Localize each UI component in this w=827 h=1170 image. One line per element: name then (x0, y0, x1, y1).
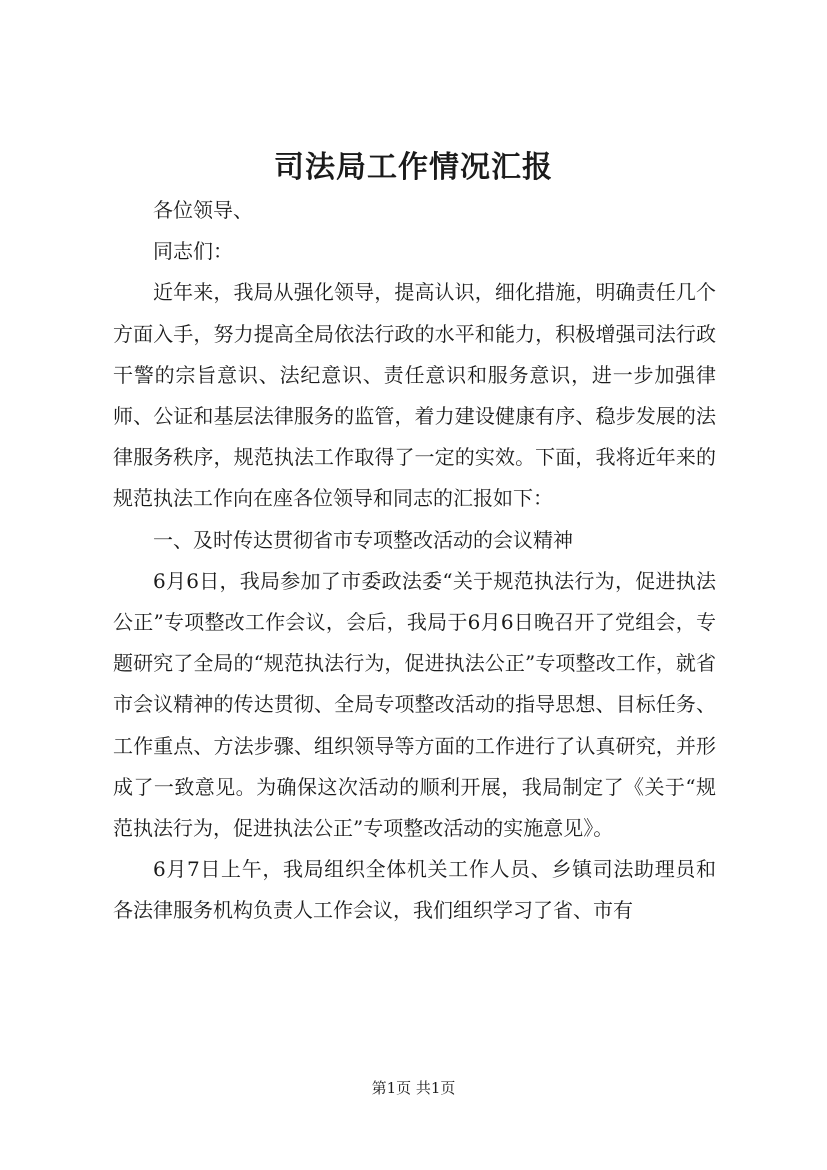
salutation-line-1: 各位领导、 (153, 198, 253, 222)
paragraph-june-6: 6月6日，我局参加了市委政法委“关于规范执法行为，促进执法公正”专项整改工作会议，会后，我局于6月6日晚召开了党组会，专题研究了全局的“规范执法行为，促进执法公正”专项整改工作，就省市会议精神的传达贯彻、全局专项整改活动的指导思想、目标任务、工作重点、方法步骤、组织领导等方面的工作进行了认真研究，并形成了一致意见。为确保这次活动的顺利开展，我局制定了《关于“规范执法行为，促进执法公正”专项整改活动的实施意见》。 (113, 568, 716, 841)
paragraph-intro: 近年来，我局从强化领导，提高认识，细化措施，明确责任几个方面入手，努力提高全局依法行政的水平和能力，积极增强司法行政干警的宗旨意识、法纪意识、责任意识和服务意识，进一步加强律师、公证和基层法律服务的监管，着力建设健康有序、稳步发展的法律服务秩序，规范执法工作取得了一定的实效。下面，我将近年来的规范执法工作向在座各位领导和同志的汇报如下： (113, 280, 716, 511)
salutation-line-2: 同志们： (153, 239, 233, 264)
page-footer: 第1页 共1页 (371, 1079, 456, 1097)
section-heading-1: 一、及时传达贯彻省市专项整改活动的会议精神 (153, 527, 573, 552)
document-body (113, 190, 716, 932)
document-title: 司法局工作情况汇报 (274, 150, 553, 185)
paragraph-june-7: 6月7日上午，我局组织全体机关工作人员、乡镇司法助理员和各法律服务机构负责人工作会议，我们组织学习了省、市有 (113, 857, 716, 923)
